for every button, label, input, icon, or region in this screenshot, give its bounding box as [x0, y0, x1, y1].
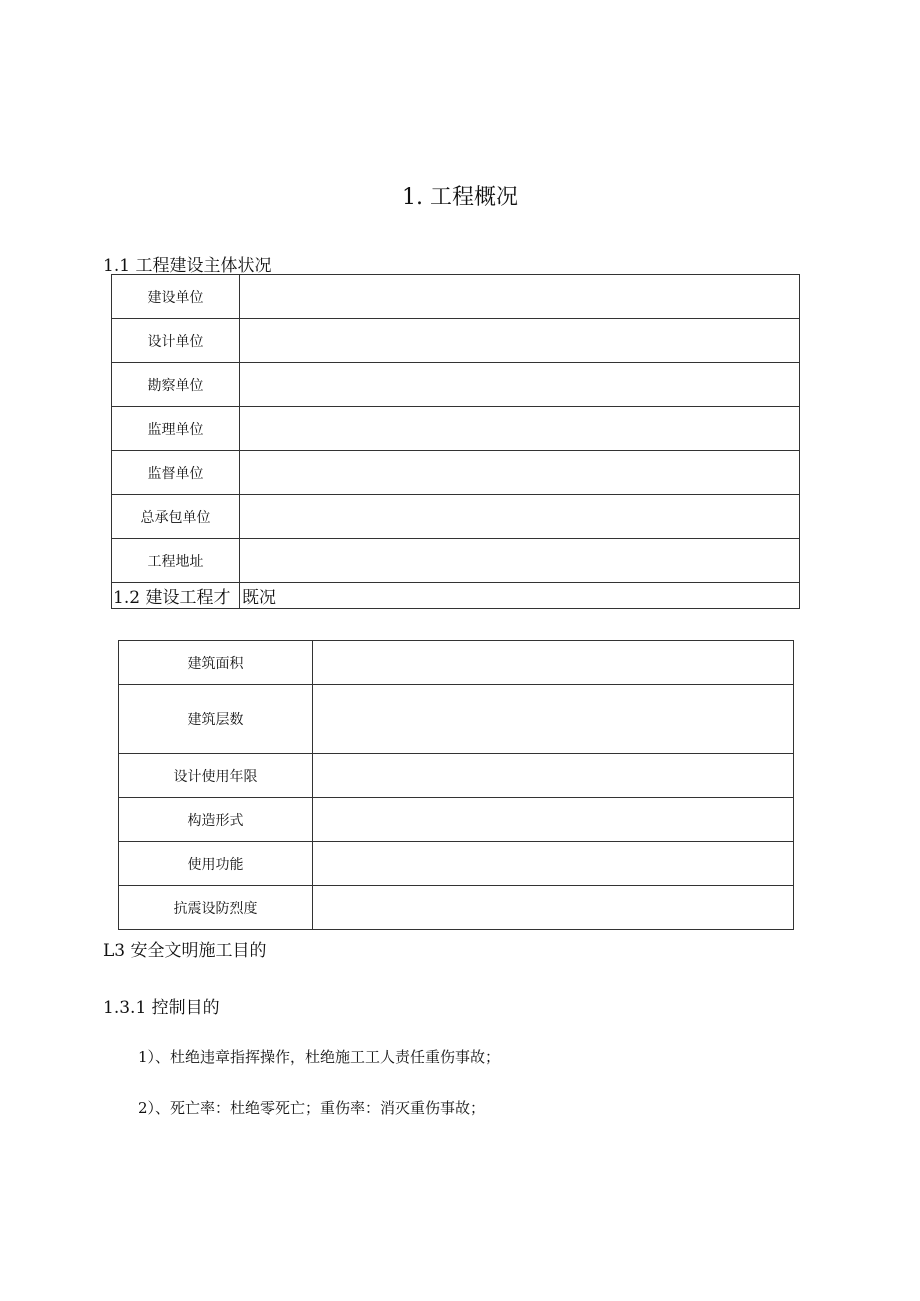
table-row [112, 451, 800, 495]
row-value [240, 451, 800, 495]
table-row [119, 641, 794, 685]
section-heading-1-1: 1.1 工程建设主体状况 [103, 256, 272, 276]
row-label: 使用功能 [119, 842, 313, 886]
row-label: 监理单位 [112, 407, 240, 451]
table-row [112, 539, 800, 583]
row-value [240, 275, 800, 319]
row-label: 建筑层数 [119, 685, 313, 754]
row-label: 总承包单位 [112, 495, 240, 539]
row-label: 设计使用年限 [119, 754, 313, 798]
row-value [240, 495, 800, 539]
row-value [313, 798, 794, 842]
row-label: 建筑面积 [119, 641, 313, 685]
row-label: 构造形式 [119, 798, 313, 842]
section-heading-1-3: L3 安全文明施工目的 [103, 941, 267, 961]
row-label: 工程地址 [112, 539, 240, 583]
row-value [240, 363, 800, 407]
row-label: 建设单位 [112, 275, 240, 319]
page-title: 1. 工程概况 [402, 185, 518, 210]
table-row [112, 495, 800, 539]
section-heading-1-2-left: 1.2 建设工程才 [112, 583, 240, 609]
list-item: 1）、杜绝违章指挥操作，杜绝施工工人责任重伤事故； [138, 1048, 501, 1066]
row-label: 监督单位 [112, 451, 240, 495]
row-value [313, 641, 794, 685]
row-label: 抗震设防烈度 [119, 886, 313, 930]
construction-parties-table [111, 274, 800, 609]
table-row [119, 685, 794, 754]
section-heading-1-2-right: 既况 [240, 583, 800, 609]
section-heading-1-3-1: 1.3.1 控制目的 [103, 998, 220, 1018]
table-row [119, 886, 794, 930]
table-row [112, 363, 800, 407]
project-overview-table [118, 640, 794, 930]
table-row [119, 754, 794, 798]
table-row [119, 798, 794, 842]
list-item: 2）、死亡率：杜绝零死亡；重伤率：消灭重伤事故； [138, 1099, 486, 1117]
table-row [112, 319, 800, 363]
table-row [112, 407, 800, 451]
row-value [313, 754, 794, 798]
row-label: 设计单位 [112, 319, 240, 363]
row-value [240, 539, 800, 583]
row-value [313, 685, 794, 754]
row-label: 勘察单位 [112, 363, 240, 407]
table-row [119, 842, 794, 886]
row-value [240, 319, 800, 363]
row-value [313, 842, 794, 886]
row-value [313, 886, 794, 930]
table-row [112, 275, 800, 319]
table-caption-row [112, 583, 800, 609]
row-value [240, 407, 800, 451]
